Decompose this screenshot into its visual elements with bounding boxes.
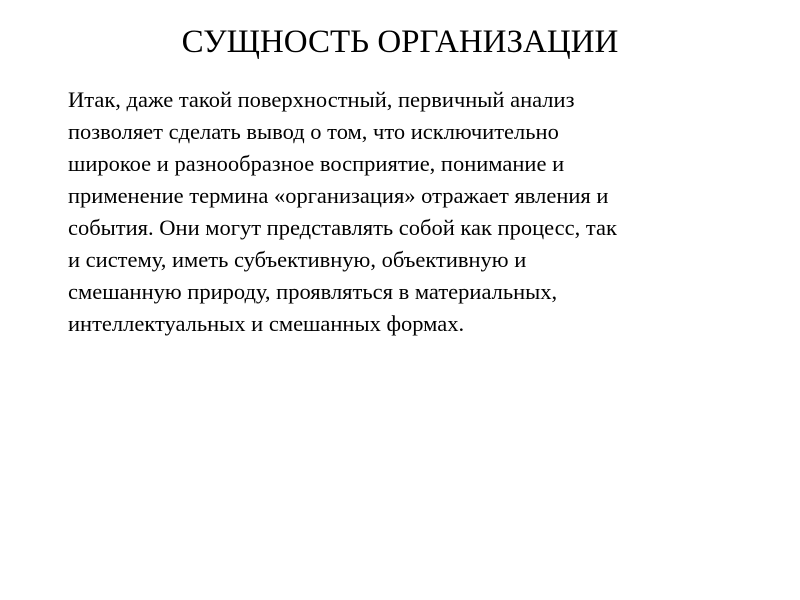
body-line: широкое и разнообразное восприятие, понимание и [68,151,565,176]
body-line: Итак, даже такой поверхностный, первичный анализ [68,87,575,112]
body-line: позволяет сделать вывод о том, что исключительно [68,119,559,144]
slide-body-text [68,84,740,340]
body-line: события. Они могут представлять собой как процесс, так [68,215,617,240]
body-line: интеллектуальных и смешанных формах. [68,311,465,336]
body-line: смешанную природу, проявляться в материальных, [68,279,558,304]
body-line: и систему, иметь субъективную, объективную и [68,247,527,272]
slide-title: СУЩНОСТЬ ОРГАНИЗАЦИИ [181,24,619,60]
body-line: применение термина «организация» отражает явления и [68,183,609,208]
